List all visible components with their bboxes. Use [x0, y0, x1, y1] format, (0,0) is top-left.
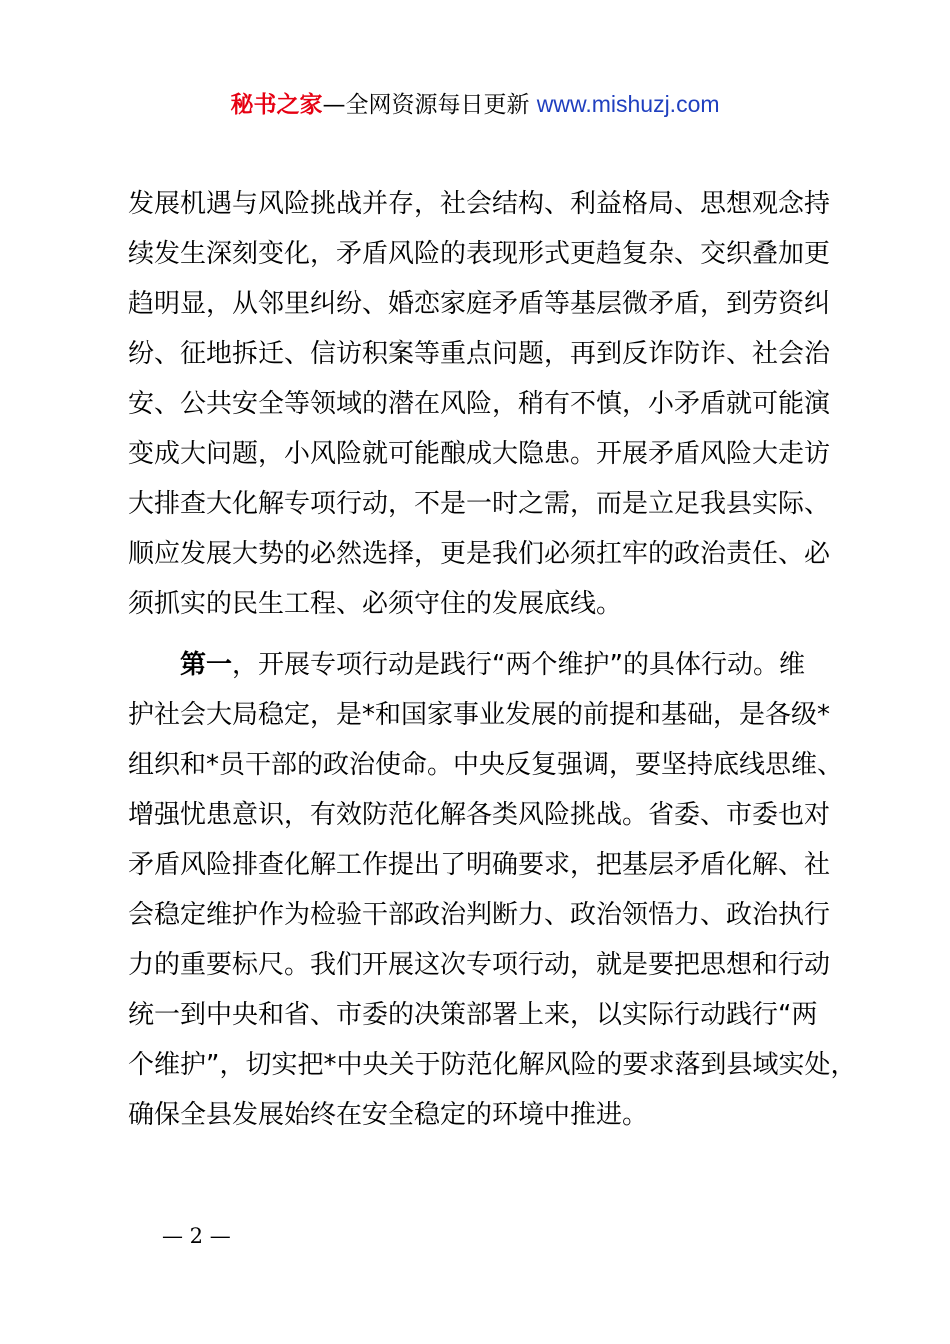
paragraph-2-line: 个维护”，切实把*中央关于防范化解风险的要求落到县域实处，	[128, 1050, 857, 1080]
paragraph-1-line: 趋明显，从邻里纠纷、婚恋家庭矛盾等基层微矛盾，到劳资纠	[128, 289, 831, 319]
page-number: — 2 —	[162, 1224, 231, 1248]
brand-name: 秘书之家	[230, 92, 323, 118]
paragraph-2-first-line	[180, 640, 838, 690]
paragraph-1-line: 变成大问题，小风险就可能酿成大隐患。开展矛盾风险大走访	[128, 439, 831, 469]
paragraph-1-line: 续发生深刻变化，矛盾风险的表现形式更趋复杂、交织叠加更	[128, 239, 831, 269]
paragraph-1-line: 安、公共安全等领域的潜在风险，稍有不慎，小矛盾就可能演	[128, 389, 831, 419]
paragraph-2-line: 护社会大局稳定，是*和国家事业发展的前提和基础，是各级*	[128, 700, 831, 730]
paragraph-2-line: 统一到中央和省、市委的决策部署上来，以实际行动践行“两	[128, 1000, 818, 1030]
paragraph-2-lead-bold: 第一	[180, 650, 233, 680]
paragraph-1-line: 纷、征地拆迁、信访积案等重点问题，再到反诈防诈、社会治	[128, 339, 831, 369]
header-url-link[interactable]: www.mishuzj.com	[536, 91, 720, 117]
paragraph-2-line: 力的重要标尺。我们开展这次专项行动，就是要把思想和行动	[128, 950, 831, 980]
paragraph-1-line: 大排查大化解专项行动，不是一时之需，而是立足我县实际、	[128, 489, 831, 519]
paragraph-1-line: 须抓实的民生工程、必须守住的发展底线。	[128, 589, 623, 619]
header-tagline: —全网资源每日更新	[322, 92, 537, 118]
paragraph-2-line: 会稳定维护作为检验干部政治判断力、政治领悟力、政治执行	[128, 900, 831, 930]
paragraph-2-line: 组织和*员干部的政治使命。中央反复强调，要坚持底线思维、	[128, 750, 844, 780]
paragraph-1-line: 顺应发展大势的必然选择，更是我们必须扛牢的政治责任、必	[128, 539, 831, 569]
site-header	[0, 84, 950, 125]
paragraph-1-line: 发展机遇与风险挑战并存，社会结构、利益格局、思想观念持	[128, 189, 831, 219]
paragraph-2-line: 确保全县发展始终在安全稳定的环境中推进。	[128, 1100, 649, 1130]
paragraph-2-line: 增强忧患意识，有效防范化解各类风险挑战。省委、市委也对	[128, 800, 831, 830]
paragraph-2-line: 矛盾风险排查化解工作提出了明确要求，把基层矛盾化解、社	[128, 850, 831, 880]
paragraph-2-lead-rest: ，开展专项行动是践行“两个维护”的具体行动。维	[232, 650, 805, 680]
